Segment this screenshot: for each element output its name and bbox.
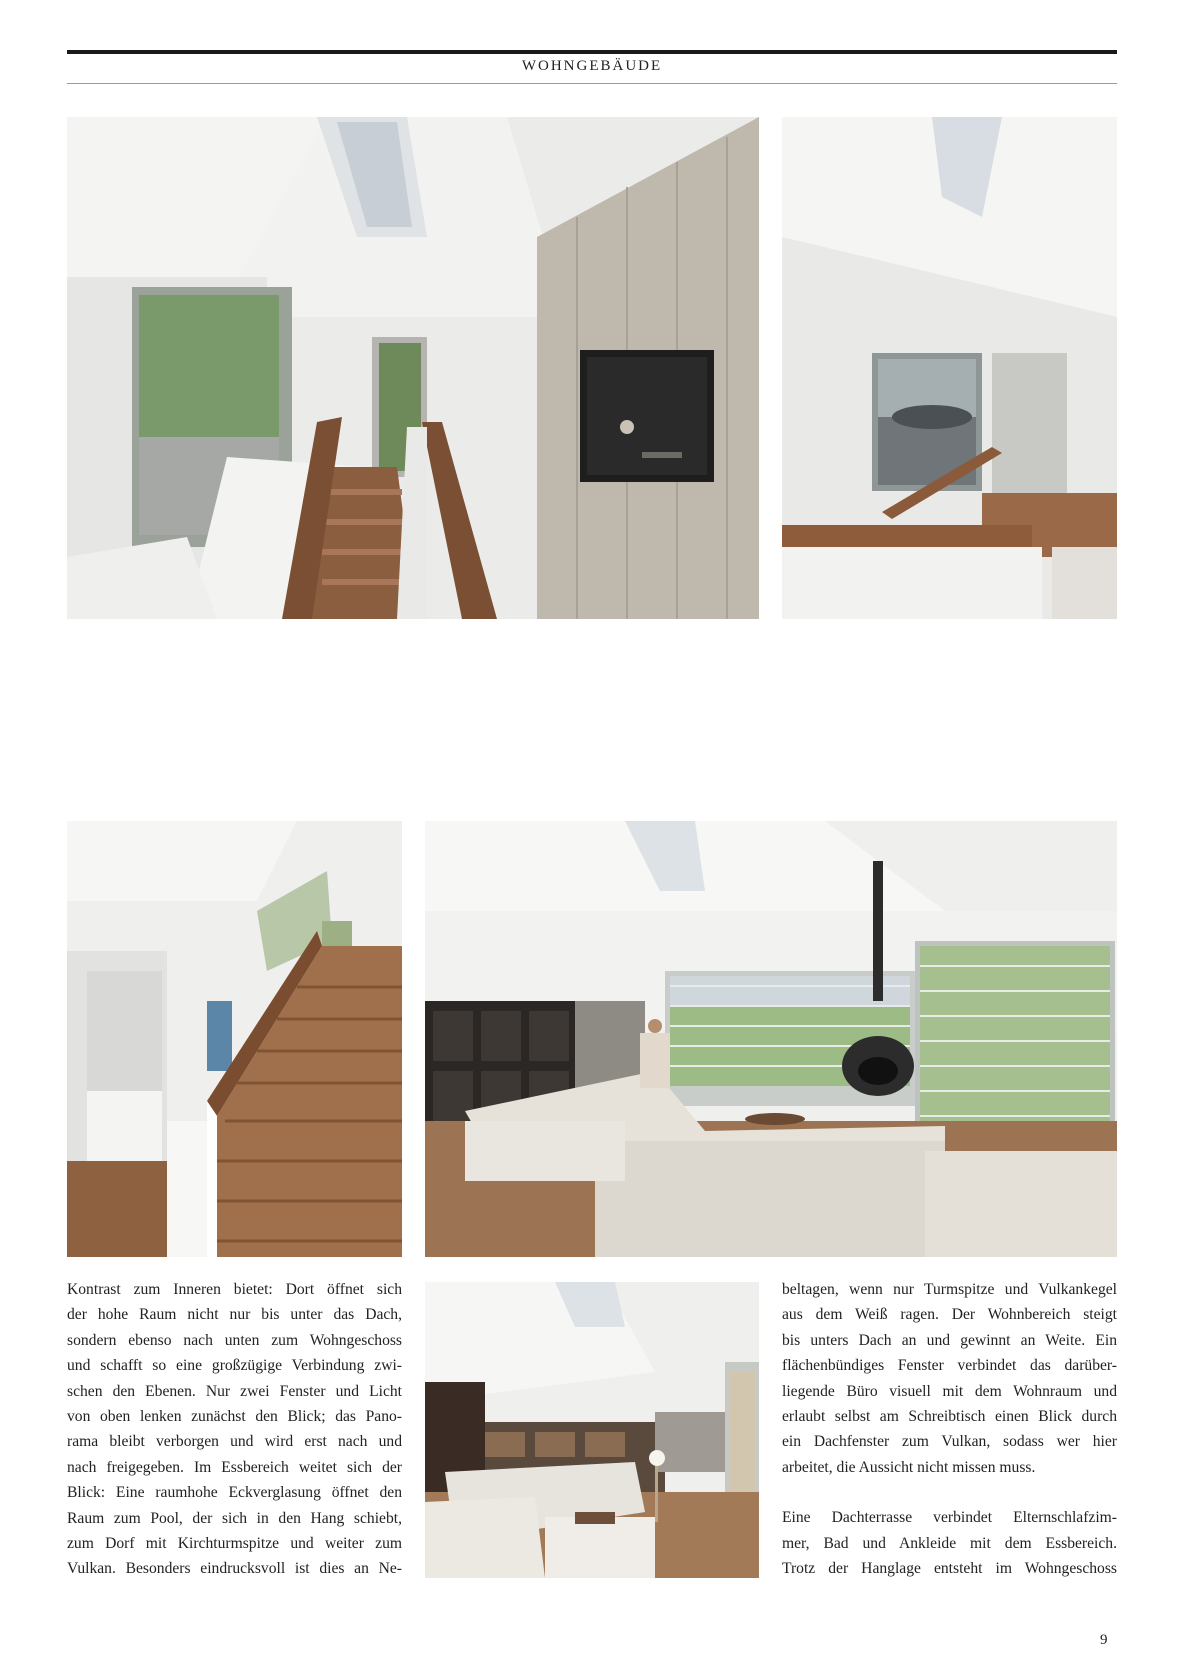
text-line: schen den Ebenen. Nur zwei Fenster und Licht xyxy=(67,1382,402,1400)
text-line: sondern ebenso nach unten zum Wohngeschoss xyxy=(67,1331,402,1349)
section-title: WOHNGEBÄUDE xyxy=(521,58,663,74)
text-line: von oben lenken zunächst den Blick; das Pano- xyxy=(67,1408,402,1426)
body-text-right-column xyxy=(782,1277,1117,1581)
text-line: Vulkan. Besonders eindrucksvoll ist dies an Ne- xyxy=(67,1560,402,1578)
text-line: zum Dorf mit Kirchturmspitze und weiter zum xyxy=(67,1535,402,1553)
text-line: bis unters Dach an und gewinnt an Weite. Ein xyxy=(782,1331,1117,1349)
body-text-left-column xyxy=(67,1277,402,1582)
text-line: nach freigegeben. Im Essbereich weitet sich der xyxy=(67,1458,402,1476)
text-line: Kontrast zum Inneren bietet: Dort öffnet sich xyxy=(67,1281,402,1298)
text-line: Trotz der Hanglage entsteht im Wohngeschoss xyxy=(782,1560,1117,1578)
text-line: beltagen, wenn nur Turmspitze und Vulkankegel xyxy=(782,1281,1117,1298)
page-number: 9 xyxy=(1100,1632,1108,1648)
photo-living-room-sofa xyxy=(425,1282,759,1578)
text-line: und schafft so eine großzügige Verbindung zwi- xyxy=(67,1357,402,1375)
text-line: der hohe Raum nicht nur bis unter das Dach, xyxy=(67,1306,402,1324)
text-line: aus dem Weiß ragen. Der Wohnbereich steigt xyxy=(782,1306,1117,1324)
photo-attic-window xyxy=(782,117,1117,619)
header-rule-thin xyxy=(67,83,1117,84)
photo-living-room-fireplace xyxy=(425,821,1117,1257)
text-line: mer, Bad und Ankleide mit dem Essbereich. xyxy=(782,1534,1117,1552)
photo-hallway-stairs xyxy=(67,117,759,619)
text-line: liegende Büro visuell mit dem Wohnraum und xyxy=(782,1382,1117,1400)
text-line: Blick: Eine raumhohe Eckverglasung öffnet den xyxy=(67,1484,402,1502)
text-line: Eine Dachterrasse verbindet Elternschlafzim- xyxy=(782,1509,1117,1527)
text-line: erlaubt selbst am Schreibtisch einen Blick durch xyxy=(782,1408,1117,1426)
paragraph-gap xyxy=(782,1480,1117,1505)
text-line: rama bleibt verborgen und wird erst nach und xyxy=(67,1433,402,1451)
text-line: ein Dachfenster zum Vulkan, sodass wer hier xyxy=(782,1433,1117,1451)
header-rule-thick xyxy=(67,50,1117,54)
text-line: Raum zum Pool, der sich in den Hang schiebt, xyxy=(67,1509,402,1527)
photo-staircase-bedroom xyxy=(67,821,402,1257)
text-line: arbeitet, die Aussicht nicht missen muss. xyxy=(782,1458,1036,1476)
text-line: flächenbündiges Fenster verbindet das darüber- xyxy=(782,1357,1117,1375)
